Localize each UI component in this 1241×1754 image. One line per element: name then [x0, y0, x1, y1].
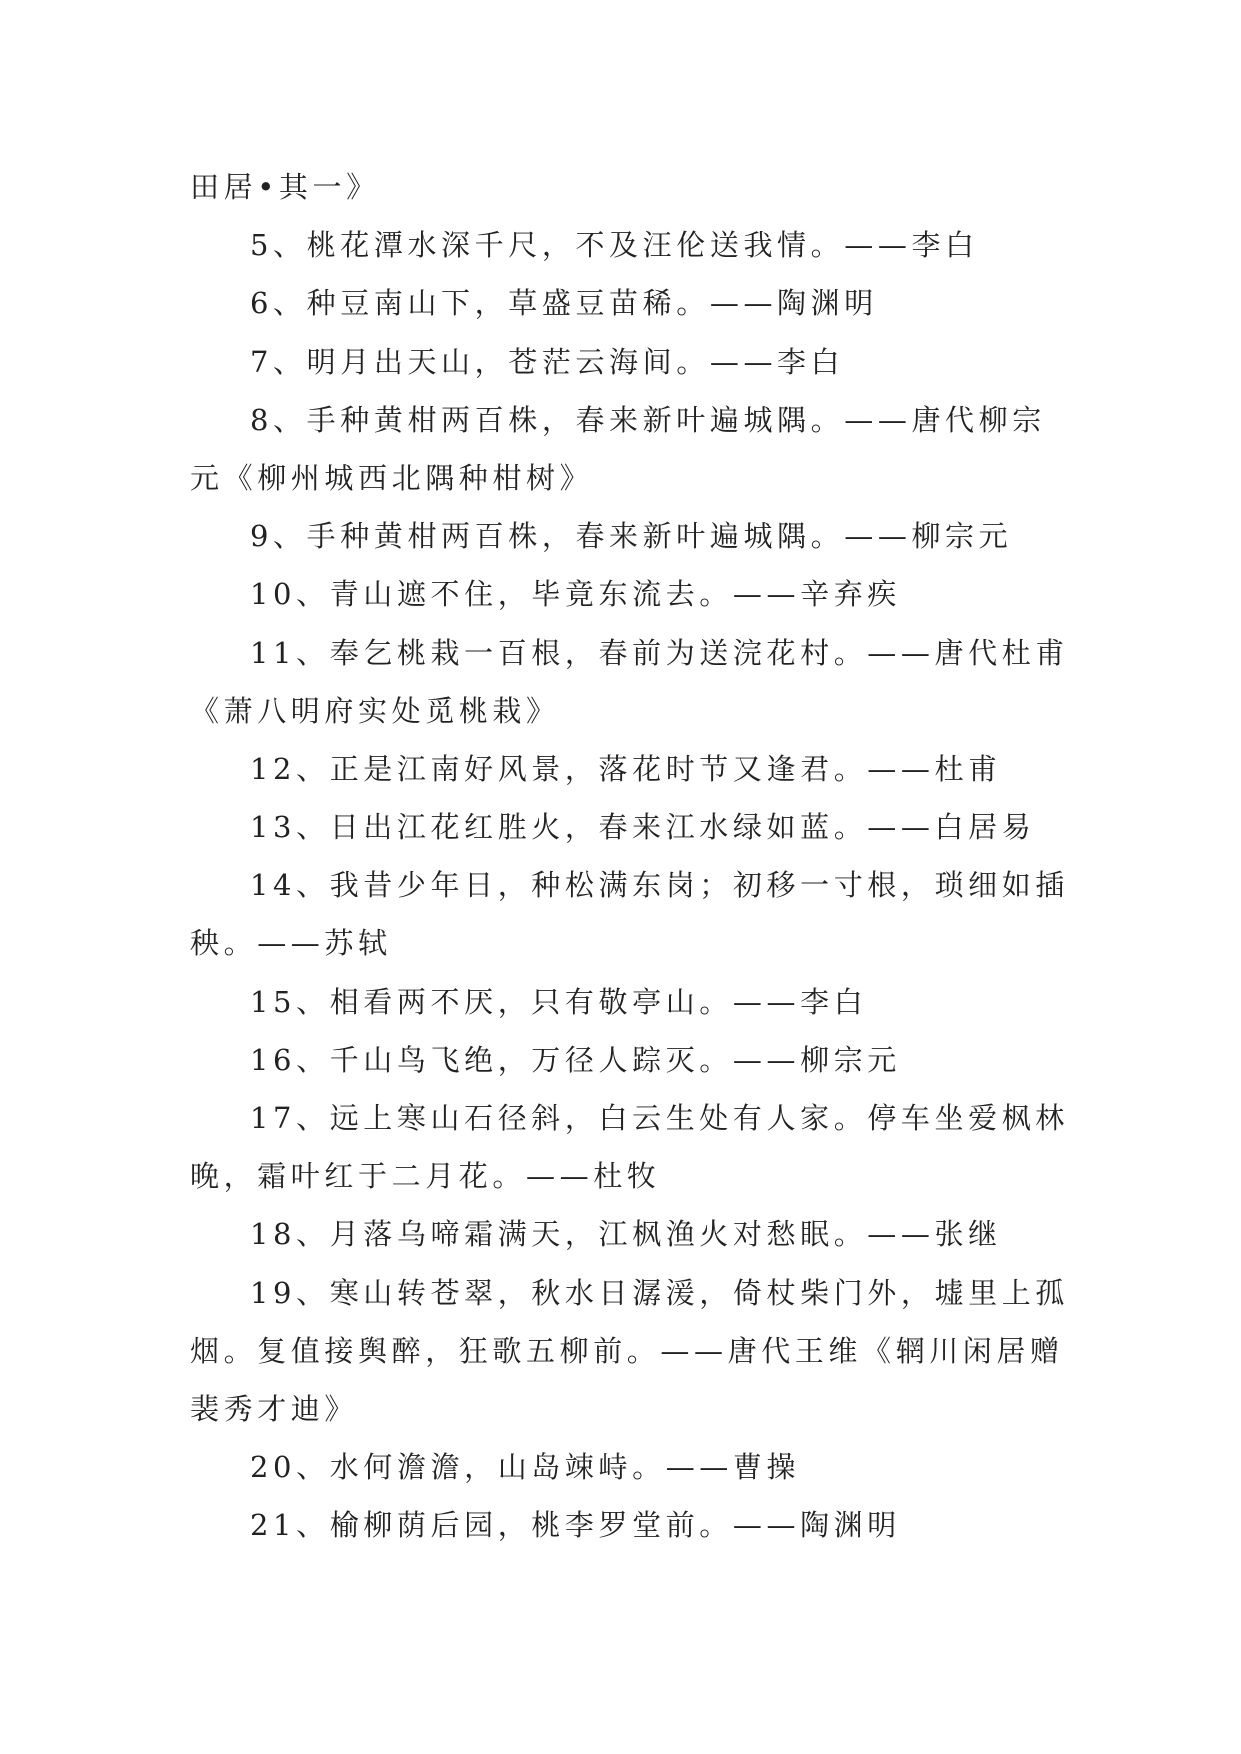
poem-line: 20、水何澹澹，山岛竦峙。——曹操	[250, 1450, 801, 1485]
poem-line: 12、正是江南好风景，落花时节又逢君。——杜甫	[250, 751, 1002, 786]
text-line: 秧。——苏轼	[190, 926, 392, 961]
poem-list	[190, 158, 1069, 1555]
poem-line: 11、奉乞桃栽一百根，春前为送浣花村。——唐代杜甫	[250, 635, 1069, 670]
poem-line: 19、寒山转苍翠，秋水日潺湲，倚杖柴门外，墟里上孤	[250, 1275, 1069, 1310]
poem-line: 18、月落乌啼霜满天，江枫渔火对愁眠。——张继	[250, 1217, 1002, 1252]
poem-line: 13、日出江花红胜火，春来江水绿如蓝。——白居易	[250, 810, 1036, 845]
poem-line: 7、明月出天山，苍茫云海间。——李白	[250, 344, 845, 379]
poem-line: 16、千山鸟飞绝，万径人踪灭。——柳宗元	[250, 1042, 901, 1077]
poem-line: 15、相看两不厌，只有敬亭山。——李白	[250, 984, 868, 1019]
text-line: 烟。复值接舆醉，狂歌五柳前。——唐代王维《辋川闲居赠	[190, 1333, 1064, 1368]
poem-line: 8、手种黄柑两百株，春来新叶遍城隅。——唐代柳宗	[250, 402, 1046, 437]
poem-line: 6、种豆南山下，草盛豆苗稀。——陶渊明	[250, 286, 878, 321]
text-line: 裴秀才迪》	[190, 1391, 359, 1426]
poem-line: 21、榆柳荫后园，桃李罗堂前。——陶渊明	[250, 1508, 901, 1543]
poem-line: 14、我昔少年日，种松满东岗；初移一寸根，琐细如插	[250, 868, 1069, 903]
text-line: 晚，霜叶红于二月花。——杜牧	[190, 1159, 661, 1194]
poem-line: 9、手种黄柑两百株，春来新叶遍城隅。——柳宗元	[250, 519, 1013, 554]
text-line: 元《柳州城西北隅种柑树》	[190, 460, 594, 495]
text-line: 田居•其一》	[190, 170, 380, 204]
poem-line: 17、远上寒山石径斜，白云生处有人家。停车坐爱枫林	[250, 1101, 1069, 1135]
poem-line: 5、桃花潭水深千尺，不及汪伦送我情。——李白	[250, 228, 979, 263]
poem-line: 10、青山遮不住，毕竟东流去。——辛弃疾	[250, 577, 901, 612]
text-line: 《萧八明府实处觅桃栽》	[190, 693, 560, 728]
